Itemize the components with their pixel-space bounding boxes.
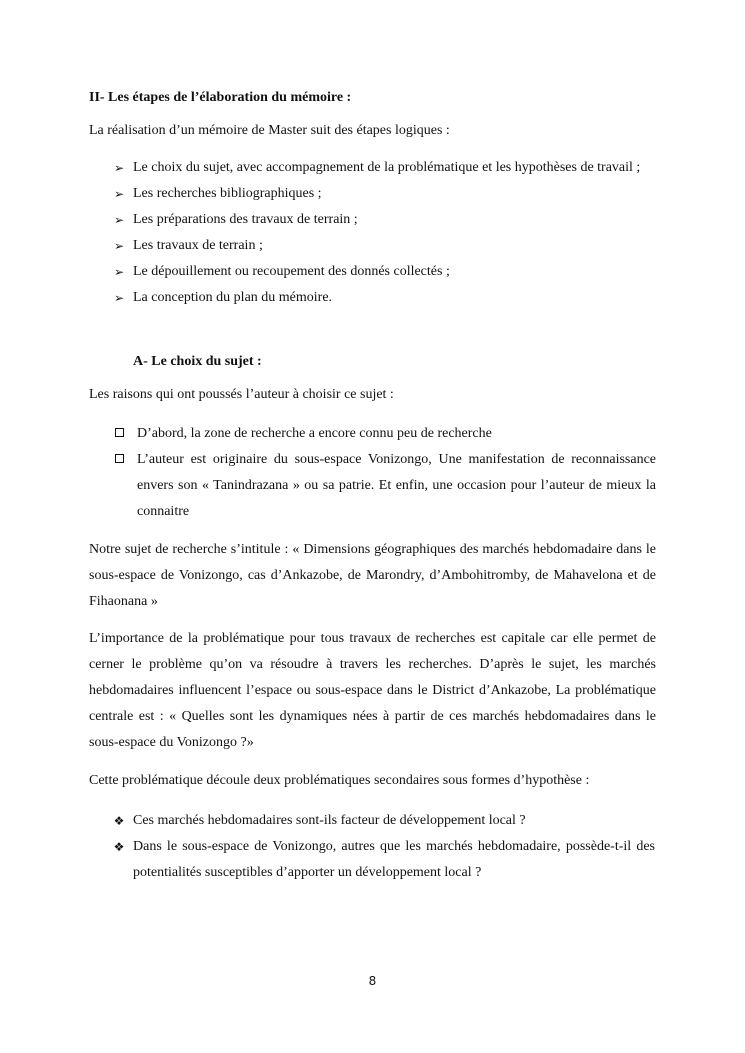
list-item — [113, 155, 655, 181]
list-item-text: Ces marchés hebdomadaires sont-ils facteur de développement local ? — [133, 813, 526, 828]
four-diamond-bullet-icon: ❖ — [113, 814, 125, 828]
reasons-list — [137, 421, 656, 525]
list-item — [113, 285, 655, 311]
list-item-text: Les recherches bibliographiques ; — [133, 186, 322, 201]
list-item-text: Dans le sous-espace de Vonizongo, autres que les marchés hebdomadaire, possède-t-il des potentialités susceptibles d’apporter un développement local ? — [133, 839, 655, 880]
list-item-text: La conception du plan du mémoire. — [133, 290, 333, 305]
topic-paragraph: Notre sujet de recherche s’intitule : « Dimensions géographiques des marchés hebdomadaire dans le sous-espace de Vonizongo, cas d’Ankazobe, de Marondry, d’Ambohitromby, de Mahavelona et de Fihaonana » — [89, 542, 656, 609]
arrowhead-bullet-icon: ➢ — [113, 161, 125, 175]
arrowhead-bullet-icon: ➢ — [113, 291, 125, 305]
list-item — [113, 207, 655, 233]
checkbox-bullet-icon — [115, 428, 124, 437]
secondary-intro: Cette problématique découle deux problématiques secondaires sous formes d’hypothèse : — [89, 773, 590, 788]
intro-paragraph: La réalisation d’un mémoire de Master suit des étapes logiques : — [89, 123, 450, 138]
steps-list — [113, 155, 655, 311]
problem-paragraph: L’importance de la problématique pour tous travaux de recherches est capitale car elle permet de cerner le problème qu’on va résoudre à travers les recherches. D’après le sujet, les marchés hebdomadaires influencent l’espace ou sous-espace dans le District d’Ankazobe, La problématique centrale est : « Quelles sont les dynamiques nées à partir de ces marchés hebdomadaires dans le sous-espace du Vonizongo ?» — [89, 631, 656, 750]
list-item — [113, 834, 655, 886]
list-item — [113, 259, 655, 285]
page-number: 8 — [368, 974, 377, 988]
list-item — [137, 447, 656, 525]
list-item-text: Le choix du sujet, avec accompagnement de la problématique et les hypothèses de travail ; — [133, 160, 641, 175]
arrowhead-bullet-icon: ➢ — [113, 213, 125, 227]
hypotheses-list — [113, 808, 655, 886]
reasons-intro: Les raisons qui ont poussés l’auteur à choisir ce sujet : — [89, 387, 394, 402]
subsection-title: A- Le choix du sujet : — [133, 354, 262, 369]
list-item-text: Le dépouillement ou recoupement des donnés collectés ; — [133, 264, 450, 279]
arrowhead-bullet-icon: ➢ — [113, 239, 125, 253]
arrowhead-bullet-icon: ➢ — [113, 187, 125, 201]
list-item-text: Les préparations des travaux de terrain ; — [133, 212, 358, 227]
checkbox-bullet-icon — [115, 454, 124, 463]
list-item — [113, 808, 655, 834]
list-item — [113, 233, 655, 259]
list-item-text: Les travaux de terrain ; — [133, 238, 263, 253]
list-item — [113, 181, 655, 207]
arrowhead-bullet-icon: ➢ — [113, 265, 125, 279]
four-diamond-bullet-icon: ❖ — [113, 840, 125, 854]
list-item — [137, 421, 656, 447]
list-item-text: L’auteur est originaire du sous-espace Vonizongo, Une manifestation de reconnaissance envers son « Tanindrazana » ou sa patrie. Et enfin, une occasion pour l’auteur de mieux la connaitre — [137, 452, 656, 519]
section-title: II- Les étapes de l’élaboration du mémoire : — [89, 90, 352, 105]
list-item-text: D’abord, la zone de recherche a encore connu peu de recherche — [137, 426, 492, 441]
